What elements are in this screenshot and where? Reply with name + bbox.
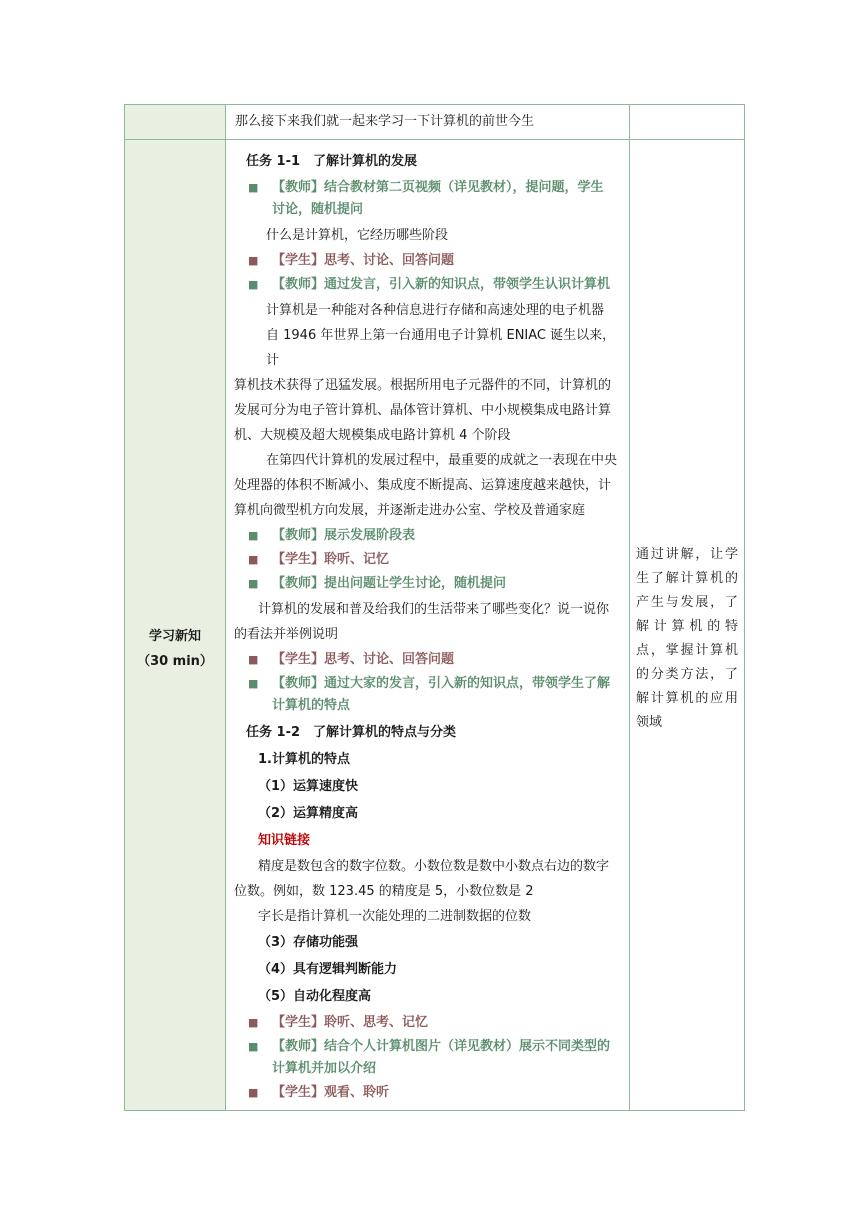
task-2-title: 任务 1-2 了解计算机的特点与分类 (246, 725, 457, 740)
stage-cell (125, 140, 226, 1111)
paragraph-line: 位数。例如，数 123.45 的精度是 5，小数位数是 2 (234, 884, 534, 899)
bullet-text: 计算机的特点 (272, 698, 351, 713)
bullet-text: 【学生】聆听、记忆 (272, 552, 390, 567)
bullet-icon: ■ (248, 577, 259, 590)
note-cell (630, 140, 745, 1111)
paragraph-line: 算机向微型机方向发展，并逐渐走进办公室、学校及普通家庭 (234, 503, 586, 518)
bullet-text: 【教师】通过发言，引入新的知识点，带领学生认识计算机 (272, 277, 611, 292)
bullet-text: 【学生】聆听、思考、记忆 (272, 1015, 429, 1030)
question-text: 什么是计算机，它经历哪些阶段 (266, 228, 449, 243)
student-bullet (234, 549, 622, 571)
bullet-text: 【教师】提出问题让学生讨论，随机提问 (272, 576, 507, 591)
paragraph-line: 精度是数包含的数字位数。小数位数是数中小数点右边的数字 (258, 859, 610, 874)
bullet-icon: ■ (248, 181, 259, 194)
feature-item: （3）存储功能强 (258, 935, 359, 950)
paragraph-line: 自 1946 年世界上第一台通用电子计算机 ENIAC 诞生以来，计 (266, 328, 616, 368)
paragraph-line: 处理器的体积不断减小、集成度不断提高、运算速度越来越快，计 (234, 478, 612, 493)
lesson-plan-table (124, 104, 745, 1111)
student-bullet (234, 1012, 622, 1034)
student-bullet (234, 250, 622, 272)
feature-item: （4）具有逻辑判断能力 (258, 962, 398, 977)
intro-row (125, 105, 745, 140)
stage-time: （30 min） (137, 654, 213, 669)
bullet-icon: ■ (248, 653, 259, 666)
teacher-bullet (234, 274, 622, 296)
paragraph-line: 的看法并举例说明 (234, 627, 339, 642)
intro-text-cell (226, 105, 630, 140)
bullet-text: 【学生】思考、讨论、回答问题 (272, 253, 455, 268)
stage-label (125, 140, 225, 674)
teacher-bullet (234, 573, 622, 595)
bullet-text: 【学生】观看、聆听 (272, 1085, 390, 1100)
bullet-text: 【教师】结合个人计算机图片（详见教材）展示不同类型的 (272, 1039, 611, 1054)
bullet-icon: ■ (248, 1086, 259, 1099)
bullet-text: 计算机并加以介绍 (272, 1061, 377, 1076)
knowledge-link-heading: 知识链接 (258, 833, 311, 848)
generation-paragraph (234, 448, 622, 523)
bullet-icon: ■ (248, 254, 259, 267)
intro-text: 那么接下来我们就一起来学习一下计算机的前世今生 (235, 114, 535, 129)
paragraph-line: 计算机的发展和普及给我们的生活带来了哪些变化？说一说你 (258, 602, 610, 617)
student-bullet (234, 649, 622, 671)
feature-item: （1）运算速度快 (258, 779, 359, 794)
bullet-text: 【教师】结合教材第二页视频（详见教材），提问题，学生 (272, 180, 604, 195)
bullet-text: 讨论，随机提问 (272, 202, 364, 217)
definition-text: 计算机是一种能对各种信息进行存储和高速处理的电子机器 (266, 303, 605, 318)
bullet-icon: ■ (248, 278, 259, 291)
student-bullet (234, 1082, 622, 1104)
bullet-icon: ■ (248, 553, 259, 566)
teacher-bullet (234, 177, 622, 221)
bullet-icon: ■ (248, 677, 259, 690)
design-intent-text: 通过讲解，让学生了解计算机的产生与发展，了解计算机的特点，掌握计算机的分类方法，了解计算机的应用领域 (636, 547, 738, 730)
feature-item: （5）自动化程度高 (258, 989, 372, 1004)
word-length-text: 字长是指计算机一次能处理的二进制数据的位数 (258, 909, 532, 924)
teacher-bullet (234, 525, 622, 547)
paragraph-line: 在第四代计算机的发展过程中，最重要的成就之一表现在中央 (266, 453, 618, 468)
content-body (226, 140, 629, 1110)
teacher-bullet (234, 673, 622, 717)
precision-paragraph (234, 854, 622, 904)
paragraph-line: 算机技术获得了迅猛发展。根据所用电子元器件的不同，计算机的 (234, 378, 612, 393)
history-paragraph (234, 323, 622, 448)
paragraph-line: 发展可分为电子管计算机、晶体管计算机、中小规模集成电路计算 (234, 403, 612, 418)
bullet-icon: ■ (248, 529, 259, 542)
intro-note-cell (630, 105, 745, 140)
bullet-icon: ■ (248, 1040, 259, 1053)
teacher-bullet (234, 1036, 622, 1080)
bullet-icon: ■ (248, 1016, 259, 1029)
section-heading: 1.计算机的特点 (258, 752, 350, 767)
main-row (125, 140, 745, 1111)
bullet-text: 【教师】展示发展阶段表 (272, 528, 416, 543)
task-1-title: 任务 1-1 了解计算机的发展 (246, 154, 418, 169)
discussion-paragraph (234, 597, 622, 647)
bullet-text: 【学生】思考、讨论、回答问题 (272, 652, 455, 667)
intro-stage-cell (125, 105, 226, 140)
content-cell (226, 140, 630, 1111)
feature-item: （2）运算精度高 (258, 806, 359, 821)
paragraph-line: 机、大规模及超大规模集成电路计算机 4 个阶段 (234, 428, 511, 443)
bullet-text: 【教师】通过大家的发言，引入新的知识点，带领学生了解 (272, 676, 611, 691)
stage-name: 学习新知 (148, 629, 201, 644)
